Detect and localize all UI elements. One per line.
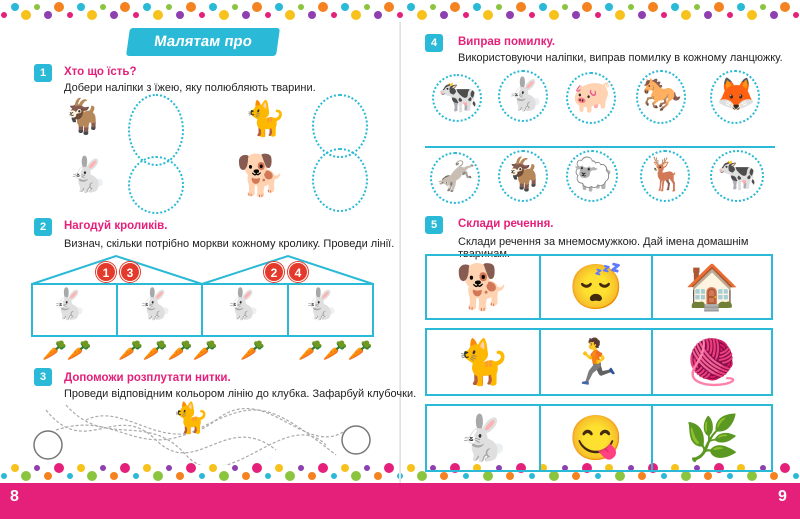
- decorative-dot: [1, 473, 7, 479]
- decorative-dot: [21, 471, 31, 481]
- decorative-dot: [582, 2, 592, 12]
- decorative-dot: [463, 12, 469, 18]
- task-4-title: Виправ помилку.: [458, 36, 556, 48]
- decorative-dot: [199, 473, 205, 479]
- task-4-number: 4: [425, 34, 443, 52]
- book-spine: [399, 22, 401, 483]
- decorative-dot: [793, 473, 799, 479]
- decorative-dot: [44, 11, 52, 19]
- decorative-dot: [694, 4, 700, 10]
- decorative-dot: [549, 471, 559, 481]
- carrot-icon: 🥕🥕: [42, 340, 92, 362]
- decorative-dot: [219, 471, 229, 481]
- task-3-title: Допоможи розплутати нитки.: [64, 372, 231, 384]
- decorative-dot: [100, 4, 106, 10]
- decorative-dot: [219, 10, 229, 20]
- decorative-dot: [473, 3, 481, 11]
- decorative-dot: [516, 2, 526, 12]
- decorative-dot: [615, 10, 625, 20]
- page-number-right: 9: [778, 488, 787, 505]
- decorative-dot: [430, 4, 436, 10]
- decorative-dot: [496, 4, 502, 10]
- decorative-dot: [298, 4, 304, 10]
- decorative-dot: [87, 471, 97, 481]
- page-number-left: 8: [10, 488, 19, 505]
- decorative-dot: [661, 12, 667, 18]
- horse-icon: 🐎: [642, 76, 682, 112]
- sheep-icon: 🐑: [573, 156, 613, 192]
- task-3-number: 3: [34, 368, 52, 386]
- decorative-dot: [364, 465, 370, 471]
- cat-icon: 🐈: [425, 328, 541, 396]
- decorative-dot: [549, 10, 559, 20]
- donkey-icon: 🫏: [436, 158, 476, 194]
- decorative-dot: [374, 11, 382, 19]
- decorative-dot: [341, 3, 349, 11]
- decorative-dot: [417, 471, 427, 481]
- decorative-dot: [615, 471, 625, 481]
- carrot-icon: 🥕🥕🥕: [298, 340, 373, 362]
- bottom-bar: [0, 483, 800, 519]
- decorative-dot: [285, 10, 295, 20]
- decorative-dot: [681, 10, 691, 20]
- decorative-dot: [209, 3, 217, 11]
- decorative-dot: [770, 472, 778, 480]
- carrot-icon: 🥕🥕🥕🥕: [118, 340, 218, 362]
- count-circle: 3: [120, 262, 140, 282]
- fox-icon: 🦊: [716, 76, 756, 112]
- decorative-dot: [562, 4, 568, 10]
- decorative-dot: [595, 12, 601, 18]
- decorative-dot: [308, 11, 316, 19]
- decorative-dot: [714, 2, 724, 12]
- top-dot-border: [0, 0, 800, 22]
- decorative-dot: [232, 465, 238, 471]
- sticker-oval[interactable]: [128, 156, 184, 214]
- decorative-dot: [747, 10, 757, 20]
- decorative-dot: [265, 473, 271, 479]
- decorative-dot: [54, 2, 64, 12]
- decorative-dot: [242, 11, 250, 19]
- decorative-dot: [110, 472, 118, 480]
- cow-icon: 🐄: [717, 156, 757, 192]
- decorative-dot: [166, 465, 172, 471]
- decorative-dot: [87, 10, 97, 20]
- decorative-dot: [209, 464, 217, 472]
- decorative-dot: [605, 3, 613, 11]
- decorative-dot: [11, 464, 19, 472]
- decorative-dot: [285, 471, 295, 481]
- decorative-dot: [529, 473, 535, 479]
- decorative-dot: [770, 11, 778, 19]
- decorative-dot: [572, 11, 580, 19]
- carrot-icon: 🥕: [240, 340, 265, 362]
- decorative-dot: [760, 4, 766, 10]
- decorative-dot: [506, 472, 514, 480]
- decorative-dot: [417, 10, 427, 20]
- task-5-title: Склади речення.: [458, 218, 554, 230]
- goat-icon: 🐐: [62, 98, 105, 136]
- cow-icon: 🐄: [438, 78, 478, 114]
- rabbit-icon: 🐇: [50, 288, 88, 321]
- decorative-dot: [704, 472, 712, 480]
- decorative-dot: [133, 473, 139, 479]
- dog-icon: 🐕: [236, 154, 286, 198]
- yarn-icon: 🧶: [651, 328, 773, 396]
- decorative-dot: [166, 4, 172, 10]
- decorative-dot: [143, 3, 151, 11]
- rabbit-icon: 🐇: [302, 288, 340, 321]
- decorative-dot: [67, 473, 73, 479]
- page-title: Малятам про тварин: [126, 28, 280, 56]
- decorative-dot: [628, 4, 634, 10]
- rabbit-icon: 🐇: [224, 288, 262, 321]
- count-circle: 2: [264, 262, 284, 282]
- rabbit-icon: 🐇: [66, 156, 109, 194]
- decorative-dot: [265, 12, 271, 18]
- decorative-dot: [341, 464, 349, 472]
- goat-icon: 🐐: [504, 156, 544, 192]
- decorative-dot: [67, 12, 73, 18]
- decorative-dot: [727, 12, 733, 18]
- pig-icon: 🐖: [572, 78, 612, 114]
- decorative-dot: [727, 473, 733, 479]
- decorative-dot: [143, 464, 151, 472]
- count-circle: 4: [288, 262, 308, 282]
- grass-icon: 🌿: [651, 404, 773, 472]
- doghouse-icon: 🏠: [651, 254, 773, 320]
- decorative-dot: [539, 3, 547, 11]
- decorative-dot: [440, 472, 448, 480]
- decorative-dot: [351, 10, 361, 20]
- decorative-dot: [638, 472, 646, 480]
- task-2-text: Визнач, скільки потрібно моркви кожному кролику. Проведи лінії.: [64, 238, 395, 250]
- decorative-dot: [529, 12, 535, 18]
- decorative-dot: [483, 10, 493, 20]
- decorative-dot: [120, 2, 130, 12]
- decorative-dot: [397, 12, 403, 18]
- decorative-dot: [331, 473, 337, 479]
- eat-icon: 😋: [539, 404, 653, 472]
- decorative-dot: [374, 472, 382, 480]
- decorative-dot: [737, 3, 745, 11]
- count-circle: 1: [96, 262, 116, 282]
- decorative-dot: [21, 10, 31, 20]
- rabbit-icon: 🐇: [425, 404, 541, 472]
- decorative-dot: [450, 2, 460, 12]
- decorative-dot: [364, 4, 370, 10]
- decorative-dot: [242, 472, 250, 480]
- decorative-dot: [780, 2, 790, 12]
- decorative-dot: [176, 472, 184, 480]
- decorative-dot: [747, 471, 757, 481]
- decorative-dot: [595, 473, 601, 479]
- decorative-dot: [780, 463, 790, 473]
- decorative-dot: [308, 472, 316, 480]
- decorative-dot: [77, 464, 85, 472]
- decorative-dot: [638, 11, 646, 19]
- cat-icon: 🐈: [172, 402, 210, 435]
- decorative-dot: [793, 12, 799, 18]
- decorative-dot: [153, 471, 163, 481]
- decorative-dot: [572, 472, 580, 480]
- task-1-title: Хто що їсть?: [64, 66, 137, 78]
- decorative-dot: [704, 11, 712, 19]
- decorative-dot: [100, 465, 106, 471]
- decorative-dot: [506, 11, 514, 19]
- task-4-text: Використовуючи наліпки, виправ помилку в кожному ланцюжку.: [458, 52, 783, 64]
- decorative-dot: [133, 12, 139, 18]
- decorative-dot: [1, 12, 7, 18]
- decorative-dot: [463, 473, 469, 479]
- decorative-dot: [153, 10, 163, 20]
- moose-icon: 🦌: [646, 156, 686, 192]
- decorative-dot: [232, 4, 238, 10]
- task-1-text: Добери наліпки з їжею, яку полюбляють тварини.: [64, 82, 316, 94]
- decorative-dot: [681, 471, 691, 481]
- run-icon: 🏃: [539, 328, 653, 396]
- decorative-dot: [275, 464, 283, 472]
- decorative-dot: [110, 11, 118, 19]
- decorative-dot: [34, 465, 40, 471]
- decorative-dot: [483, 471, 493, 481]
- decorative-dot: [44, 472, 52, 480]
- decorative-dot: [199, 12, 205, 18]
- decorative-dot: [176, 11, 184, 19]
- task-5-number: 5: [425, 216, 443, 234]
- decorative-dot: [318, 2, 328, 12]
- decorative-dot: [298, 465, 304, 471]
- decorative-dot: [648, 2, 658, 12]
- decorative-dot: [407, 464, 415, 472]
- divider-line: [425, 146, 775, 148]
- decorative-dot: [384, 2, 394, 12]
- decorative-dot: [77, 3, 85, 11]
- sticker-oval[interactable]: [312, 148, 368, 212]
- decorative-dot: [252, 2, 262, 12]
- sleep-icon: 😴: [539, 254, 653, 320]
- rabbit-icon: 🐇: [505, 76, 545, 112]
- cat-icon: 🐈: [244, 100, 287, 138]
- task-3-text: Проведи відповідним кольором лінію до клубка. Зафарбуй клубочки.: [64, 388, 417, 400]
- decorative-dot: [440, 11, 448, 19]
- decorative-dot: [34, 4, 40, 10]
- task-5-text: Склади речення за мнемосмужкою. Дай імена домашнім тваринам.: [458, 236, 749, 260]
- decorative-dot: [275, 3, 283, 11]
- rabbit-icon: 🐇: [136, 288, 174, 321]
- decorative-dot: [384, 463, 394, 473]
- decorative-dot: [661, 473, 667, 479]
- decorative-dot: [351, 471, 361, 481]
- task-2-title: Нагодуй кроликів.: [64, 220, 168, 232]
- decorative-dot: [11, 3, 19, 11]
- task-2-number: 2: [34, 218, 52, 236]
- task-1-number: 1: [34, 64, 52, 82]
- decorative-dot: [331, 12, 337, 18]
- decorative-dot: [671, 3, 679, 11]
- decorative-dot: [186, 2, 196, 12]
- dog-icon: 🐕: [425, 254, 541, 320]
- decorative-dot: [407, 3, 415, 11]
